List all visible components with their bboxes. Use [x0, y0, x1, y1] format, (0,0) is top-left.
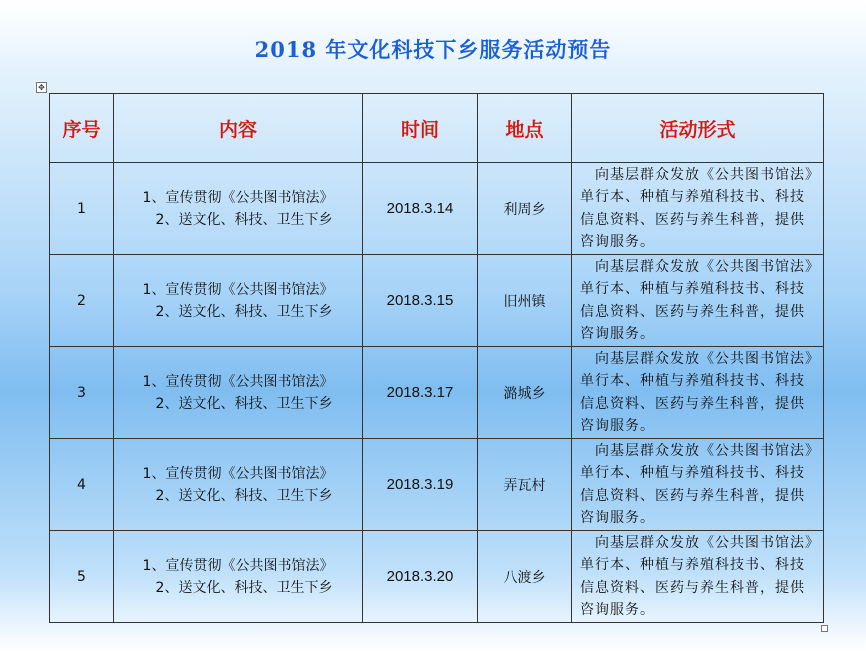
cell-content	[114, 163, 363, 255]
table-row	[50, 439, 824, 531]
cell-place: 潞城乡	[478, 347, 572, 439]
content-line-2: 2、送文化、科技、卫生下乡	[155, 395, 333, 412]
content-line-1: 1、宣传贯彻《公共图书馆法》	[142, 465, 334, 482]
cell-place: 利周乡	[478, 163, 572, 255]
table-row	[50, 347, 824, 439]
table-row	[50, 163, 824, 255]
cell-time: 2018.3.19	[363, 439, 478, 531]
table-header-row	[50, 94, 824, 163]
cell-place: 弄瓦村	[478, 439, 572, 531]
header-time: 时间	[363, 94, 478, 163]
cell-place: 旧州镇	[478, 255, 572, 347]
activity-schedule-table	[49, 93, 824, 623]
cell-content	[114, 255, 363, 347]
cell-content	[114, 347, 363, 439]
content-line-2: 2、送文化、科技、卫生下乡	[155, 211, 333, 228]
cell-time: 2018.3.20	[363, 531, 478, 623]
cell-content	[114, 531, 363, 623]
table-resize-handle[interactable]	[821, 625, 828, 632]
header-content: 内容	[114, 94, 363, 163]
cell-no: 1	[50, 163, 114, 255]
cell-form: 向基层群众发放《公共图书馆法》单行本、种植与养殖科技书、科技信息资料、医药与养生科普，提供咨询服务。	[572, 439, 824, 531]
content-line-1: 1、宣传贯彻《公共图书馆法》	[142, 557, 334, 574]
cell-form: 向基层群众发放《公共图书馆法》单行本、种植与养殖科技书、科技信息资料、医药与养生科普，提供咨询服务。	[572, 163, 824, 255]
cell-form: 向基层群众发放《公共图书馆法》单行本、种植与养殖科技书、科技信息资料、医药与养生科普，提供咨询服务。	[572, 531, 824, 623]
cell-no: 4	[50, 439, 114, 531]
header-place: 地点	[478, 94, 572, 163]
cell-time: 2018.3.17	[363, 347, 478, 439]
header-no: 序号	[50, 94, 114, 163]
table-row	[50, 531, 824, 623]
cell-time: 2018.3.14	[363, 163, 478, 255]
table-move-handle-icon[interactable]: ✥	[36, 82, 47, 93]
cell-form: 向基层群众发放《公共图书馆法》单行本、种植与养殖科技书、科技信息资料、医药与养生科普，提供咨询服务。	[572, 255, 824, 347]
content-line-1: 1、宣传贯彻《公共图书馆法》	[142, 373, 334, 390]
content-line-1: 1、宣传贯彻《公共图书馆法》	[142, 189, 334, 206]
page-title: 2018 年文化科技下乡服务活动预告	[254, 37, 612, 62]
content-line-2: 2、送文化、科技、卫生下乡	[155, 579, 333, 596]
cell-time: 2018.3.15	[363, 255, 478, 347]
cell-no: 2	[50, 255, 114, 347]
content-line-2: 2、送文化、科技、卫生下乡	[155, 303, 333, 320]
cell-content	[114, 439, 363, 531]
table-row	[50, 255, 824, 347]
header-form: 活动形式	[572, 94, 824, 163]
content-line-1: 1、宣传贯彻《公共图书馆法》	[142, 281, 334, 298]
cell-no: 3	[50, 347, 114, 439]
content-line-2: 2、送文化、科技、卫生下乡	[155, 487, 333, 504]
cell-no: 5	[50, 531, 114, 623]
cell-form: 向基层群众发放《公共图书馆法》单行本、种植与养殖科技书、科技信息资料、医药与养生科普，提供咨询服务。	[572, 347, 824, 439]
cell-place: 八渡乡	[478, 531, 572, 623]
